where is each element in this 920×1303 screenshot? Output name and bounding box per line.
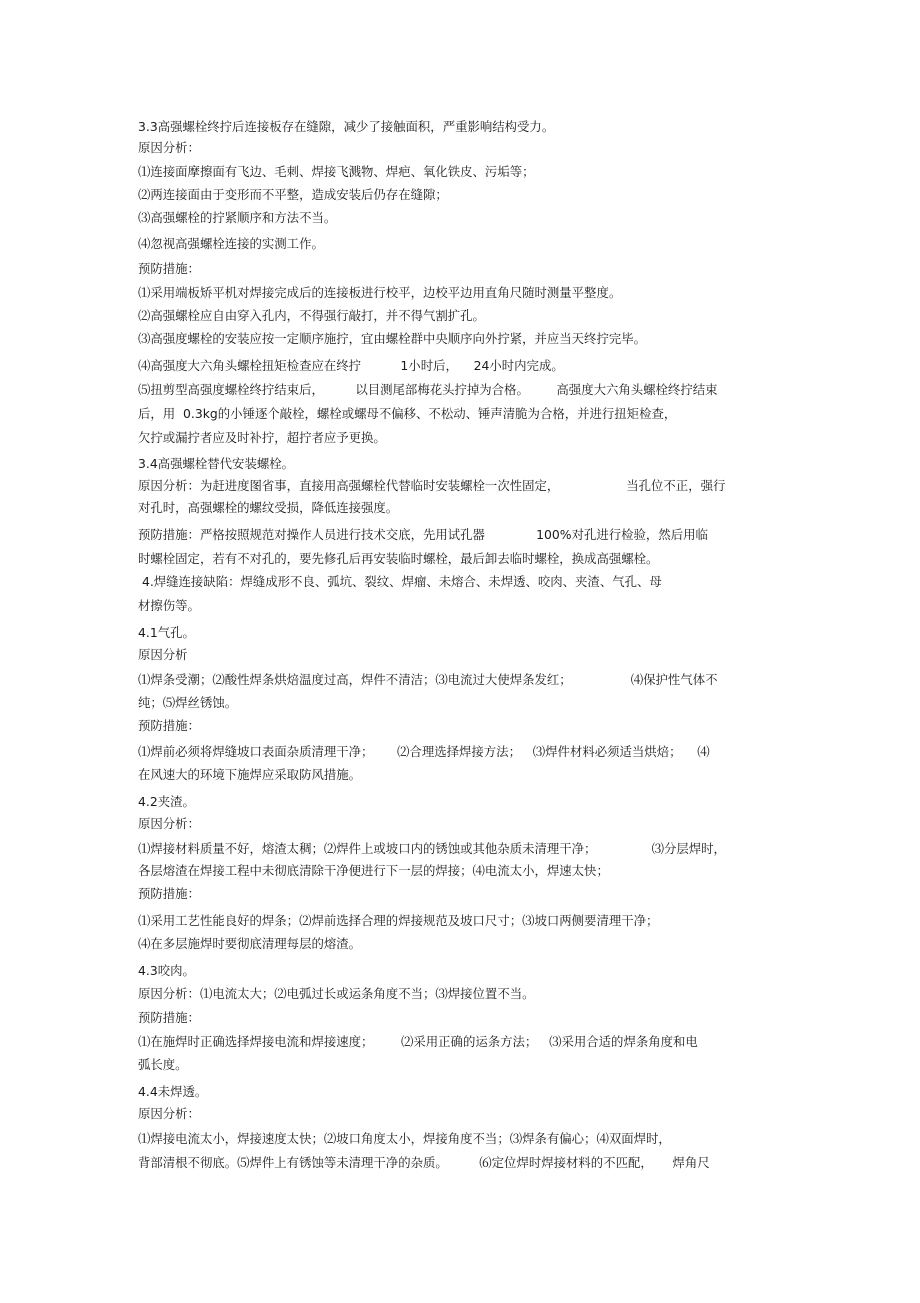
text-line: ⑸扭剪型高强度螺栓终拧结束后， 以目测尾部梅花头拧掉为合格。 高强度大六角头螺栓终拧结束 bbox=[138, 382, 718, 397]
section-4-2-heading: 4.2夹渣。 bbox=[138, 794, 195, 809]
text-line: 预防措施： bbox=[138, 261, 200, 276]
text-line: 在风速大的环境下施焊应采取防风措施。 bbox=[138, 767, 362, 782]
text-line: 材擦伤等。 bbox=[138, 598, 200, 613]
section-4-1-heading: 4.1气孔。 bbox=[138, 625, 195, 640]
text-line: 原因分析： bbox=[138, 1106, 200, 1121]
text-line: ⑷忽视高强螺栓连接的实测工作。 bbox=[138, 236, 324, 251]
text-line: 欠拧或漏拧者应及时补拧，超拧者应予更换。 bbox=[138, 430, 386, 445]
section-3-3-heading: 3.3高强螺栓终拧后连接板存在缝隙，减少了接触面积，严重影响结构受力。 bbox=[138, 119, 555, 134]
text-line: ⑴连接面摩擦面有飞边、毛刺、焊接飞溅物、焊疤、氧化铁皮、污垢等； bbox=[138, 164, 535, 179]
text-line: ⑵高强螺栓应自由穿入孔内，不得强行敲打，并不得气割扩孔。 bbox=[138, 308, 485, 323]
text-line: ⑴焊接电流太小，焊接速度太快；⑵坡口角度太小，焊接角度不当；⑶焊条有偏心；⑷双面焊时， bbox=[138, 1131, 671, 1146]
text-line: 预防措施： bbox=[138, 886, 200, 901]
text-line: 原因分析： bbox=[138, 816, 200, 831]
text-line: 原因分析： bbox=[138, 140, 200, 155]
text-line: 背部清根不彻底。⑸焊件上有锈蚀等未清理干净的杂质。 ⑹定位焊时焊接材料的不匹配， 焊角尺 bbox=[138, 1155, 710, 1170]
text-line: ⑶高强度螺栓的安装应按一定顺序施拧，宜由螺栓群中央顺序向外拧紧，并应当天终拧完毕。 bbox=[138, 331, 647, 346]
text-line: ⑴在施焊时正确选择焊接电流和焊接速度； ⑵采用正确的运条方法； ⑶采用合适的焊条角度和电 bbox=[138, 1034, 698, 1049]
text-line: ⑵两连接面由于变形而不平整，造成安装后仍存在缝隙； bbox=[138, 187, 448, 202]
text-line: 预防措施： bbox=[138, 718, 200, 733]
text-line: 原因分析 bbox=[138, 647, 188, 662]
text-line: ⑴焊接材料质量不好，熔渣太稠；⑵焊件上或坡口内的锈蚀或其他杂质未清理干净； ⑶分层焊时， bbox=[138, 841, 726, 856]
text-line: ⑷在多层施焊时要彻底清理每层的熔渣。 bbox=[138, 936, 362, 951]
section-3-4-heading: 3.4高强螺栓替代安装螺栓。 bbox=[138, 456, 295, 471]
text-line: 纯；⑸焊丝锈蚀。 bbox=[138, 695, 238, 710]
text-line: ⑶高强螺栓的拧紧顺序和方法不当。 bbox=[138, 210, 337, 225]
text-line: 后，用 0.3kg的小锤逐个敲栓，螺栓或螺母不偏移、不松动、锤声清脆为合格，并进行扭矩检查， bbox=[138, 406, 677, 421]
section-4-4-heading: 4.4未焊透。 bbox=[138, 1084, 208, 1099]
text-line: 预防措施：严格按照规范对操作人员进行技术交底，先用试孔器 100%对孔进行检验，然后用临 bbox=[138, 527, 708, 542]
text-line: 预防措施： bbox=[138, 1010, 200, 1025]
text-line: ⑷高强度大六角头螺栓扭矩检查应在终拧 1小时后， 24小时内完成。 bbox=[138, 358, 564, 373]
text-line: 各层熔渣在焊接工程中未彻底清除干净便进行下一层的焊接；⑷电流太小，焊速太快； bbox=[138, 863, 609, 878]
text-line: 原因分析：为赶进度图省事，直接用高强螺栓代替临时安装螺栓一次性固定， 当孔位不正，强行 bbox=[138, 478, 726, 493]
text-line: ⑴采用工艺性能良好的焊条；⑵焊前选择合理的焊接规范及坡口尺寸；⑶坡口两侧要清理干净； bbox=[138, 913, 659, 928]
section-4-3-heading: 4.3咬肉。 bbox=[138, 963, 195, 978]
text-line: ⑴采用端板矫平机对焊接完成后的连接板进行校平，边校平边用直角尺随时测量平整度。 bbox=[138, 285, 622, 300]
section-4-heading: 4.焊缝连接缺陷：焊缝成形不良、弧坑、裂纹、焊瘤、未熔合、未焊透、咬肉、夹渣、气孔、母 bbox=[138, 574, 662, 589]
text-line: 时螺栓固定，若有不对孔的，要先修孔后再安装临时螺栓，最后卸去临时螺栓，换成高强螺栓。 bbox=[138, 551, 659, 566]
text-line: 弧长度。 bbox=[138, 1057, 188, 1072]
text-line: 原因分析：⑴电流太大；⑵电弧过长或运条角度不当；⑶焊接位置不当。 bbox=[138, 986, 535, 1001]
text-line: ⑴焊条受潮；⑵酸性焊条烘焙温度过高，焊件不清洁；⑶电流过大使焊条发红； ⑷保护性气体不 bbox=[138, 672, 718, 687]
text-line: 对孔时，高强螺栓的螺纹受损，降低连接强度。 bbox=[138, 500, 399, 515]
text-line: ⑴焊前必须将焊缝坡口表面杂质清理干净； ⑵合理选择焊接方法； ⑶焊件材料必须适当烘焙； ⑷ bbox=[138, 744, 710, 759]
